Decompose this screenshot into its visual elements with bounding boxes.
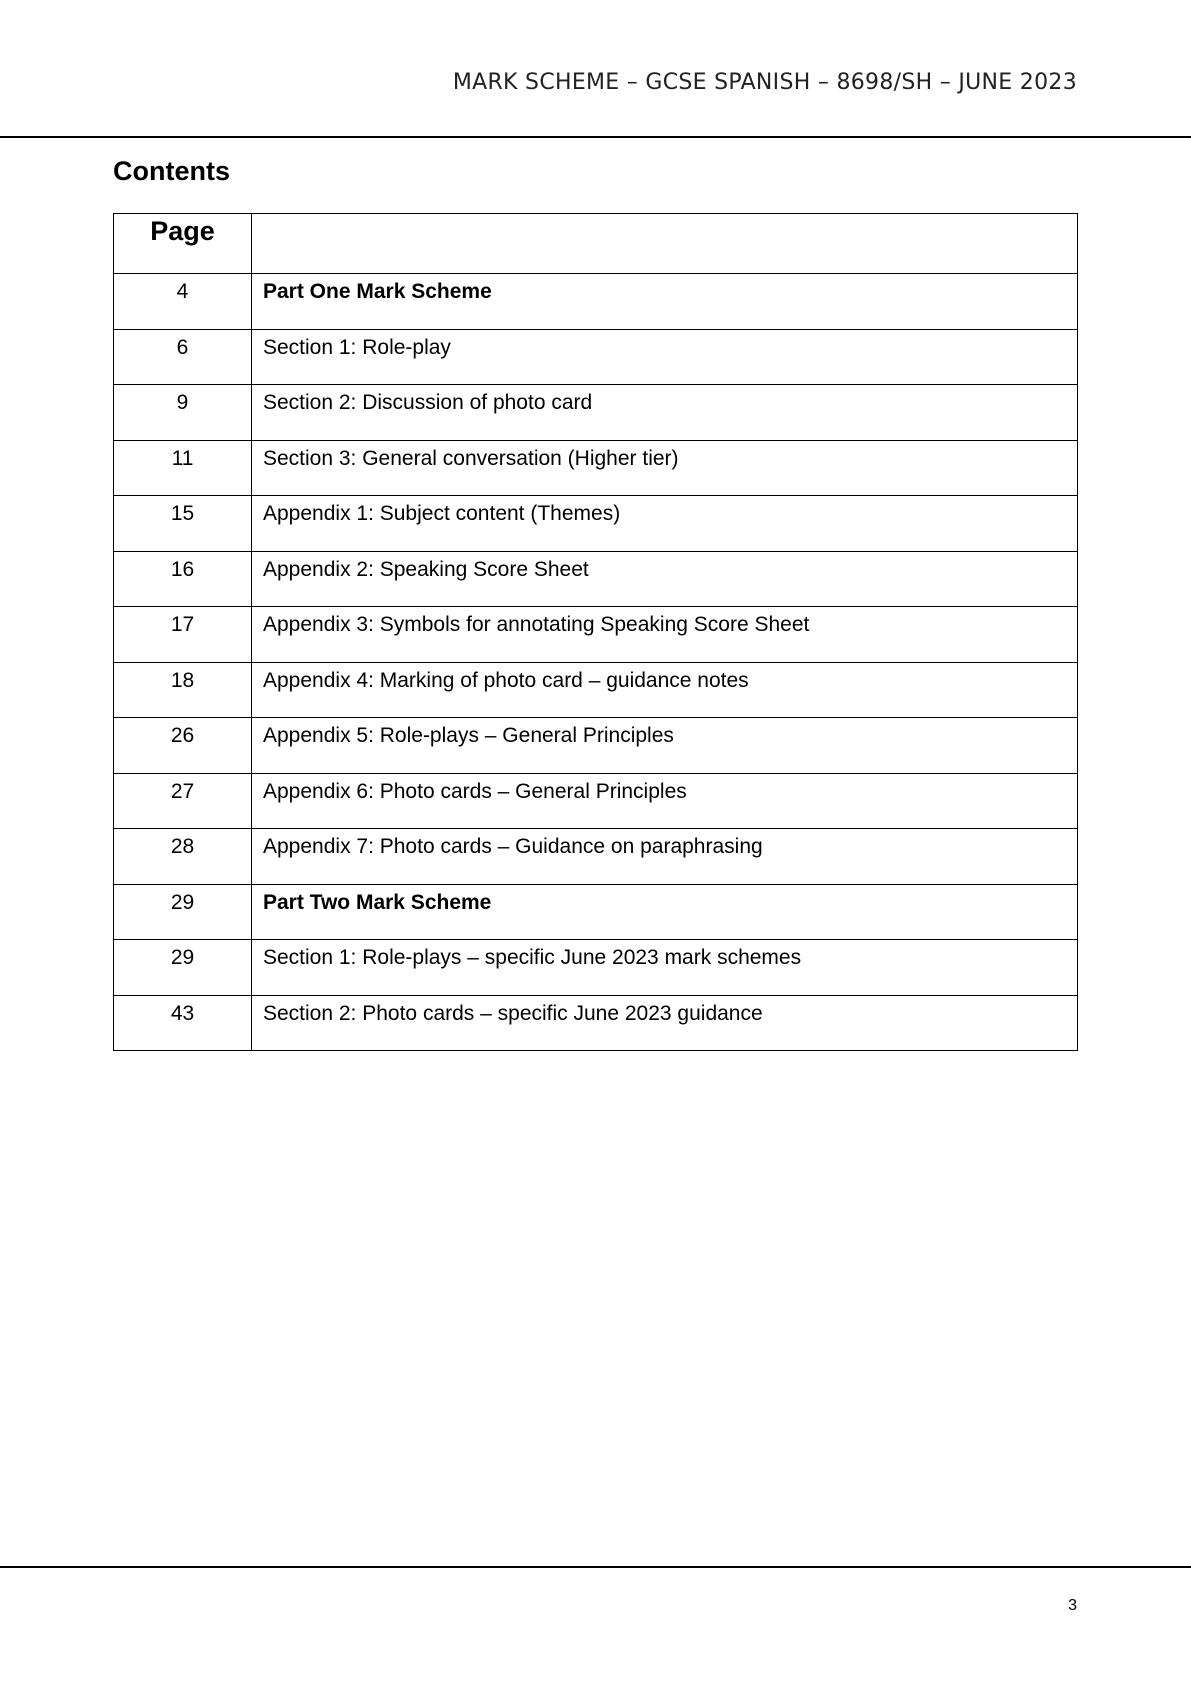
contents-row	[114, 329, 1078, 385]
contents-row-page: 28	[114, 829, 252, 885]
contents-row-page: 26	[114, 718, 252, 774]
running-header: MARK SCHEME – GCSE SPANISH – 8698/SH – JUNE 2023	[452, 70, 1077, 95]
contents-row	[114, 940, 1078, 996]
contents-row	[114, 551, 1078, 607]
contents-table-header-row	[114, 214, 1078, 274]
contents-row-title: Appendix 2: Speaking Score Sheet	[252, 551, 1078, 607]
contents-row-title: Appendix 1: Subject content (Themes)	[252, 496, 1078, 552]
contents-row	[114, 662, 1078, 718]
contents-row	[114, 829, 1078, 885]
title-column-header	[252, 214, 1078, 274]
contents-row-page: 18	[114, 662, 252, 718]
contents-row-title: Section 2: Discussion of photo card	[252, 385, 1078, 441]
contents-row-page: 43	[114, 995, 252, 1051]
contents-row-page: 29	[114, 940, 252, 996]
contents-row	[114, 884, 1078, 940]
contents-row-page: 4	[114, 274, 252, 330]
contents-row-title: Part One Mark Scheme	[252, 274, 1078, 330]
contents-row-page: 15	[114, 496, 252, 552]
contents-row-page: 17	[114, 607, 252, 663]
contents-row-title: Appendix 5: Role-plays – General Principles	[252, 718, 1078, 774]
contents-row	[114, 440, 1078, 496]
contents-row-page: 16	[114, 551, 252, 607]
header-rule	[0, 136, 1191, 138]
contents-row-title: Appendix 3: Symbols for annotating Speaking Score Sheet	[252, 607, 1078, 663]
contents-row-page: 27	[114, 773, 252, 829]
contents-row-title: Part Two Mark Scheme	[252, 884, 1078, 940]
contents-row	[114, 773, 1078, 829]
contents-row	[114, 995, 1078, 1051]
contents-row-title: Appendix 7: Photo cards – Guidance on paraphrasing	[252, 829, 1078, 885]
contents-row-title: Appendix 4: Marking of photo card – guidance notes	[252, 662, 1078, 718]
page-column-header: Page	[114, 214, 252, 274]
contents-row	[114, 718, 1078, 774]
contents-row	[114, 496, 1078, 552]
contents-table-body	[114, 274, 1078, 1051]
contents-row-title: Section 1: Role-plays – specific June 2023 mark schemes	[252, 940, 1078, 996]
contents-row-title: Section 1: Role-play	[252, 329, 1078, 385]
contents-row-page: 6	[114, 329, 252, 385]
contents-heading: Contents	[113, 156, 230, 186]
contents-row	[114, 274, 1078, 330]
contents-row-page: 9	[114, 385, 252, 441]
contents-row-page: 11	[114, 440, 252, 496]
contents-row-page: 29	[114, 884, 252, 940]
footer-rule	[0, 1566, 1191, 1568]
contents-row-title: Section 3: General conversation (Higher tier)	[252, 440, 1078, 496]
contents-row-title: Appendix 6: Photo cards – General Principles	[252, 773, 1078, 829]
contents-table	[113, 213, 1078, 1051]
contents-row	[114, 607, 1078, 663]
contents-row	[114, 385, 1078, 441]
contents-row-title: Section 2: Photo cards – specific June 2023 guidance	[252, 995, 1078, 1051]
page-number: 3	[1068, 1597, 1077, 1614]
